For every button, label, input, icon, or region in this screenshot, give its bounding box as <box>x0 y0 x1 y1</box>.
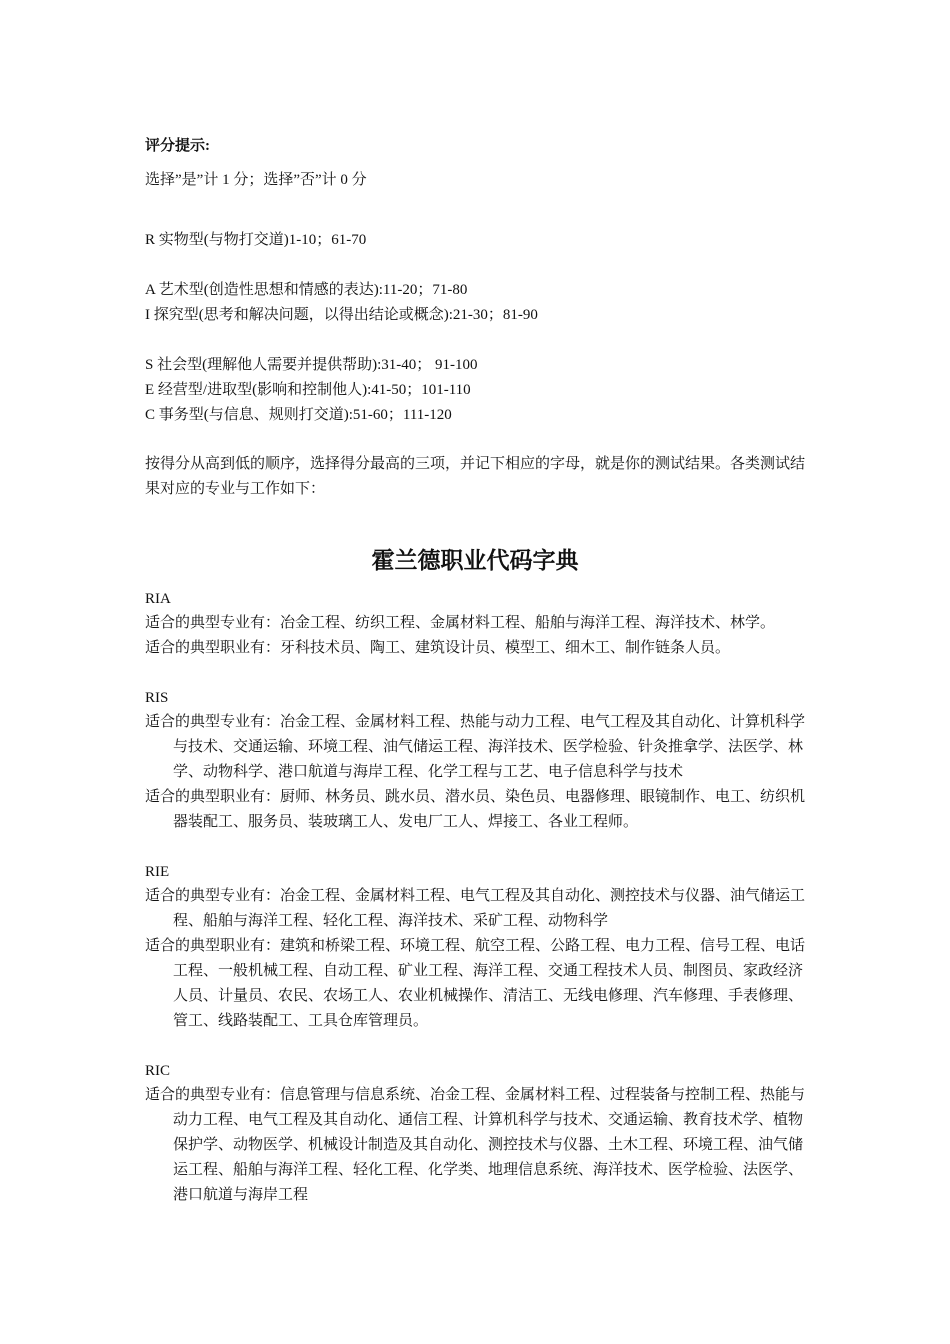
entry-code-ric: RIC <box>145 1063 171 1079</box>
type-a: A 艺术型(创造性思想和情感的表达):11-20；71-80 <box>145 282 468 298</box>
entry-majors-rie: 适合的典型专业有：冶金工程、金属材料工程、电气工程及其自动化、测控技术与仪器、油气储运工程、船舶与海洋工程、轻化工程、海洋技术、采矿工程、动物科学 <box>145 888 806 929</box>
entry-majors-ric: 适合的典型专业有：信息管理与信息系统、冶金工程、金属材料工程、过程装备与控制工程、热能与动力工程、电气工程及其自动化、通信工程、计算机科学与技术、交通运输、教育技术学、植物保护学、动物医学、机械设计制造及其自动化、测控技术与仪器、土木工程、环境工程、油气储运工程、船舶与海洋工程、轻化工程、化学类、地理信息系统、海洋技术、医学检验、法医学、港口航道与海岸工程 <box>145 1087 806 1203</box>
entry-jobs-ris: 适合的典型职业有：厨师、林务员、跳水员、潜水员、染色员、电器修理、眼镜制作、电工、纺织机器装配工、服务员、装玻璃工人、发电厂工人、焊接工、各业工程师。 <box>145 789 806 830</box>
type-e: E 经营型/进取型(影响和控制他人):41-50；101-110 <box>145 382 471 398</box>
type-c: C 事务型(与信息、规则打交道):51-60；111-120 <box>145 407 452 423</box>
type-i: I 探究型(思考和解决问题，以得出结论或概念):21-30；81-90 <box>145 307 538 323</box>
entry-majors-ris: 适合的典型专业有：冶金工程、金属材料工程、热能与动力工程、电气工程及其自动化、计算机科学与技术、交通运输、环境工程、油气储运工程、海洋技术、医学检验、针灸推拿学、法医学、林学、动物科学、港口航道与海岸工程、化学工程与工艺、电子信息科学与技术 <box>145 714 806 780</box>
scoring-instruction: 按得分从高到低的顺序，选择得分最高的三项，并记下相应的字母，就是你的测试结果。各类测试结果对应的专业与工作如下： <box>145 456 806 497</box>
entry-code-rie: RIE <box>145 864 170 880</box>
entry-code-ris: RIS <box>145 690 169 706</box>
entry-jobs-rie: 适合的典型职业有：建筑和桥梁工程、环境工程、航空工程、公路工程、电力工程、信号工程、电话工程、一般机械工程、自动工程、矿业工程、海洋工程、交通工程技术人员、制图员、家政经济人员、计量员、农民、农场工人、农业机械操作、清洁工、无线电修理、汽车修理、手表修理、管工、线路装配工、工具仓库管理员。 <box>145 938 806 1029</box>
type-s: S 社会型(理解他人需要并提供帮助):31-40； 91-100 <box>145 357 478 373</box>
scoring-heading: 评分提示: <box>145 138 210 154</box>
entry-jobs-ria: 适合的典型职业有：牙科技术员、陶工、建筑设计员、模型工、细木工、制作链条人员。 <box>145 640 731 656</box>
dictionary-title: 霍兰德职业代码字典 <box>371 548 579 574</box>
type-r: R 实物型(与物打交道)1-10；61-70 <box>145 232 367 248</box>
entry-majors-ria: 适合的典型专业有：冶金工程、纺织工程、金属材料工程、船舶与海洋工程、海洋技术、林学。 <box>145 615 776 631</box>
entry-code-ria: RIA <box>145 591 171 607</box>
scoring-rule: 选择”是”计 1 分；选择”否”计 0 分 <box>145 172 367 188</box>
